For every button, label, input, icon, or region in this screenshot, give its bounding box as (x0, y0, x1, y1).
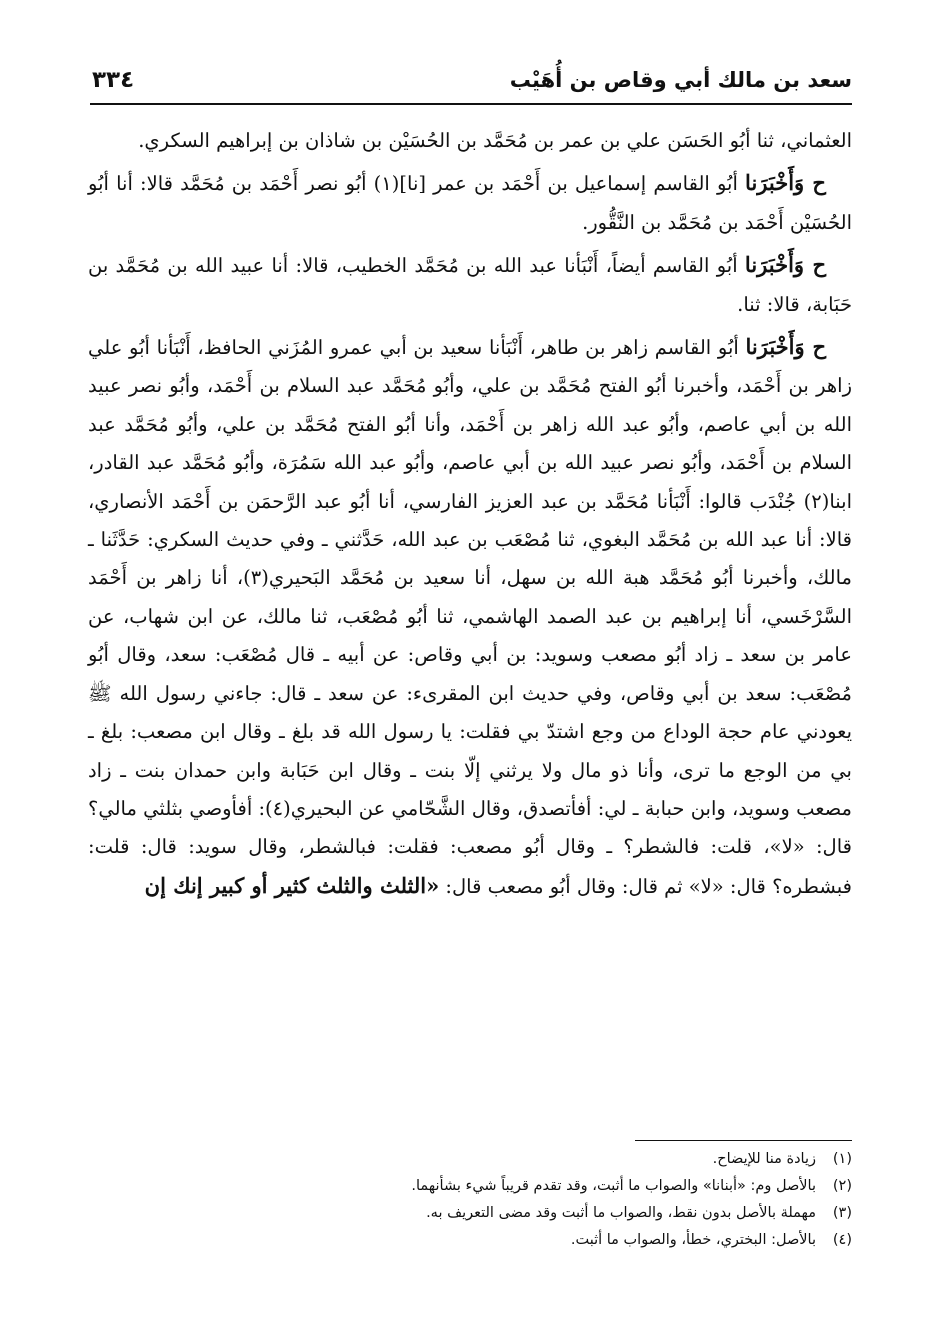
paragraph-3-marker: ح وَأَخْبَرَنا (744, 252, 827, 278)
running-title: سعد بن مالك أبي وقاص بن أُهَيْب (509, 68, 852, 92)
footnote-text: بالأصل: البختري، خطأ، والصواب ما أثبت. (570, 1232, 816, 1248)
paragraph-2 (88, 164, 852, 242)
footnotes (300, 1146, 852, 1254)
footnote-text: بالأصل وم: «أبنانا» والصواب ما أثبت، وقد تقدم قريباً شيء بشأنهما. (411, 1178, 816, 1194)
paragraph-2-text: أبُو القاسم إسماعيل بن أَحْمَد بن عمر [نا](١) أبُو نصر أَحْمَد بن مُحَمَّد قالا: أنا أبُو الحُسَيْن أَحْمَد بن مُحَمَّد بن النَّقُّور. (88, 172, 852, 234)
page-number: ٣٣٤ (92, 67, 135, 93)
paragraph-3 (88, 246, 852, 324)
footnote-number: (٢) (832, 1178, 852, 1194)
footnote-rule (635, 1140, 852, 1141)
paragraph-2-marker: ح وَأَخْبَرَنا (745, 170, 826, 196)
footnote-item (300, 1200, 852, 1227)
paragraph-4-bold-tail: «الثلث والثلث كثير أو كبير إنك إن (144, 872, 440, 898)
footnote-number: (١) (832, 1151, 852, 1167)
footnote-text: زيادة منا للإيضاح. (712, 1151, 816, 1167)
paragraph-4 (88, 328, 852, 906)
main-text (88, 122, 852, 910)
footnote-item (300, 1227, 852, 1254)
footnote-item (300, 1146, 852, 1173)
footnote-number: (٤) (832, 1232, 852, 1248)
footnote-item (300, 1173, 852, 1200)
paragraph-4-marker: ح وَأَخْبَرَنا (745, 334, 827, 360)
header-rule (90, 103, 852, 105)
footnote-text: مهملة بالأصل بدون نقط، والصواب ما أثبت وقد مضى التعريف به. (426, 1205, 816, 1221)
paragraph-3-text: أبُو القاسم أيضاً، أَنْبَأنا عبد الله بن مُحَمَّد الخطيب، قالا: أنا عبيد الله بن مُحَمَّد بن حَبَابة، قالا: ثنا. (88, 254, 852, 316)
paragraph-1: العثماني، ثنا أبُو الحَسَن علي بن عمر بن مُحَمَّد بن الحُسَيْن بن شاذان بن إبراهيم السكري. (138, 129, 852, 152)
page-header (92, 58, 852, 98)
footnote-number: (٣) (832, 1205, 852, 1221)
paragraph-4-text: أبُو القاسم زاهر بن طاهر، أَنْبَأنا سعيد بن أبي عمرو المُزَني الحافظ، أَنْبَأنا أبُو علي زاهر بن أَحْمَد، وأخبرنا أبُو الفتح مُحَمَّد بن علي، وأبُو مُحَمَّد عبد السلام بن أَحْمَد، وأبُو نصر عبيد الله بن أبي عاصم، وأبُو عبد الله زاهر بن أَحْمَد، وأنا أبُو الفتح مُحَمَّد بن علي، وأبُو مُحَمَّد عبد السلام بن أَحْمَد، وأبُو نصر عبيد الله بن أبي عاصم، وأبُو عبد الله سَمُرَة، وأبُو مُحَمَّد عبد القادر، ابنا(٢) جُنْدَب قالوا: أَنْبَأنا مُحَمَّد بن عبد العزيز الفارسي، أنا أبُو عبد الرَّحمَن بن أَحْمَد الأنصاري، قالا: أنا عبد الله بن مُحَمَّد البغوي، ثنا مُصْعَب بن عبد الله، حَدَّثني ـ وفي حديث السكري: حَدَّثَنا ـ مالك، وأخبرنا أبُو مُحَمَّد هبة الله بن سهل، أنا سعيد بن مُحَمَّد البَحيري(٣)، أنا زاهر بن أَحْمَد السَّرْخَسي، أنا إبراهيم بن عبد الصمد الهاشمي، ثنا أبُو مُصْعَب، ثنا مالك، عن ابن شهاب، عن عامر بن سعد ـ زاد أبُو مصعب وسويد: بن أبي وقاص: عن أبيه ـ قال مُصْعَب: سعد، وقال أبُو مُصْعَب: سعد بن أبي وقاص، وفي حديث ابن المقرىء: عن سعد ـ قال: جاءني رسول الله ﷺ يعودني عام حجة الوداع من وجع اشتدّ بي فقلت: يا رسول الله قد بلغ ـ وقال ابن مصعب: بلغ ـ بي من الوجع ما ترى، وأنا ذو مال ولا يرثني إلّا بنت ـ وقال ابن حَبَابة وابن حمدان بنت ـ زاد مصعب وسويد، وابن حبابة ـ لي: أفأتصدق، وقال الشَّحّامي عن البحيري(٤): أفأوصي بثلثي مالي؟ قال: «لا»، قلت: فالشطر؟ ـ وقال أبُو مصعب: فقلت: فبالشطر، وقال سويد: قال: قلت: فبشطره؟ قال: «لا» ثم قال: وقال أبُو مصعب قال: (88, 336, 852, 898)
